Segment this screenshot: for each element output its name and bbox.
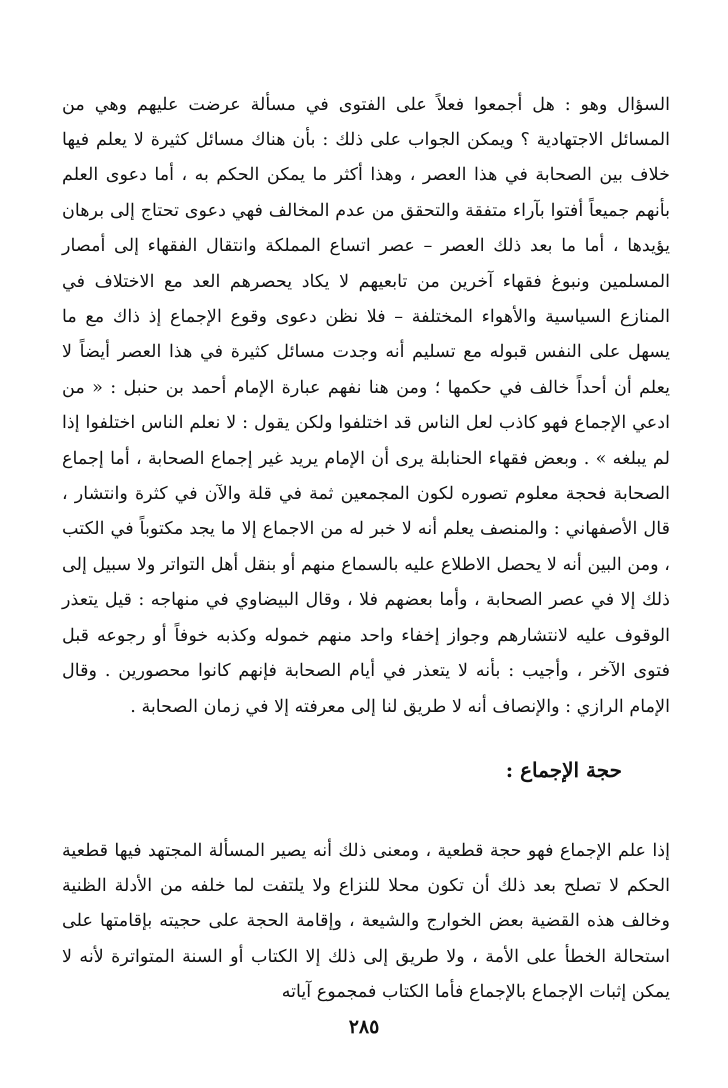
- body-paragraph-1: السؤال وهو : هل أجمعوا فعلاً على الفتوى في مسألة عرضت عليهم وهي من المسائل الاجتهادية ؟ ويمكن الجواب على ذلك : بأن هناك مسائل كثيرة لا يعلم فيها خلاف بين الصحابة في هذا العصر ، وهذا أكثر ما يمكن الحكم به ، أما دعوى العلم بأنهم جميعاً أفتوا بآراء متفقة والتحقق من عدم المخالف فهي دعوى تحتاج إلى برهان يؤيدها ، أما ما بعد ذلك العصر – عصر اتساع المملكة وانتقال الفقهاء إلى أمصار المسلمين ونبوغ فقهاء آخرين من تابعيهم لا يكاد يحصرهم العد مع الاختلاف في المنازع السياسية والأهواء المختلفة – فلا نظن دعوى وقوع الإجماع إذ ذاك مع ما يسهل على النفس قبوله مع تسليم أنه وجدت مسائل كثيرة في هذا العصر أيضاً لا يعلم أن أحداً خالف في حكمها ؛ ومن هنا نفهم عبارة الإمام أحمد بن حنبل : « من ادعي الإجماع فهو كاذب لعل الناس قد اختلفوا ولكن يقول : لا نعلم الناس اختلفوا إذا لم يبلغه » . وبعض فقهاء الحنابلة يرى أن الإمام يريد غير إجماع الصحابة ، أما إجماع الصحابة فحجة معلوم تصوره لكون المجمعين ثمة في قلة والآن في كثرة وانتشار ، قال الأصفهاني : والمنصف يعلم أنه لا خبر له من الاجماع إلا ما يجد مكتوباً في الكتب ، ومن البين أنه لا يحصل الاطلاع عليه بالسماع منهم أو بنقل أهل التواتر ولا سبيل إلى ذلك إلا في عصر الصحابة ، وأما بعضهم فلا ، وقال البيضاوي في منهاجه : قيل يتعذر الوقوف عليه لانتشارهم وجواز إخفاء واحد منهم خموله وكذبه خوفاً أو رجوعه قبل فتوى الآخر ، وأجيب : بأنه لا يتعذر في أيام الصحابة فإنهم كانوا محصورين . وقال الإمام الرازي : والإنصاف أنه لا طريق لنا إلى معرفته إلا في زمان الصحابة .: [62, 94, 670, 717]
- page-number: ٢٨٥: [348, 1016, 380, 1038]
- section-heading: حجة الإجماع :: [505, 758, 622, 782]
- body-paragraph-2: إذا علم الإجماع فهو حجة قطعية ، ومعنى ذلك أنه يصير المسألة المجتهد فيها قطعية الحكم لا تصلح بعد ذلك أن تكون محلا للنزاع ولا يلتفت لما خلفه من الأدلة الظنية وخالف هذه القضية بعض الخوارج والشيعة ، وإقامة الحجة على حجيته بإقامتها على استحالة الخطأ على الأمة ، ولا طريق إلى ذلك إلا الكتاب أو السنة المتواترة لأنه لا يمكن إثبات الإجماع بالإجماع فأما الكتاب فمجموع آياته: [62, 840, 670, 1003]
